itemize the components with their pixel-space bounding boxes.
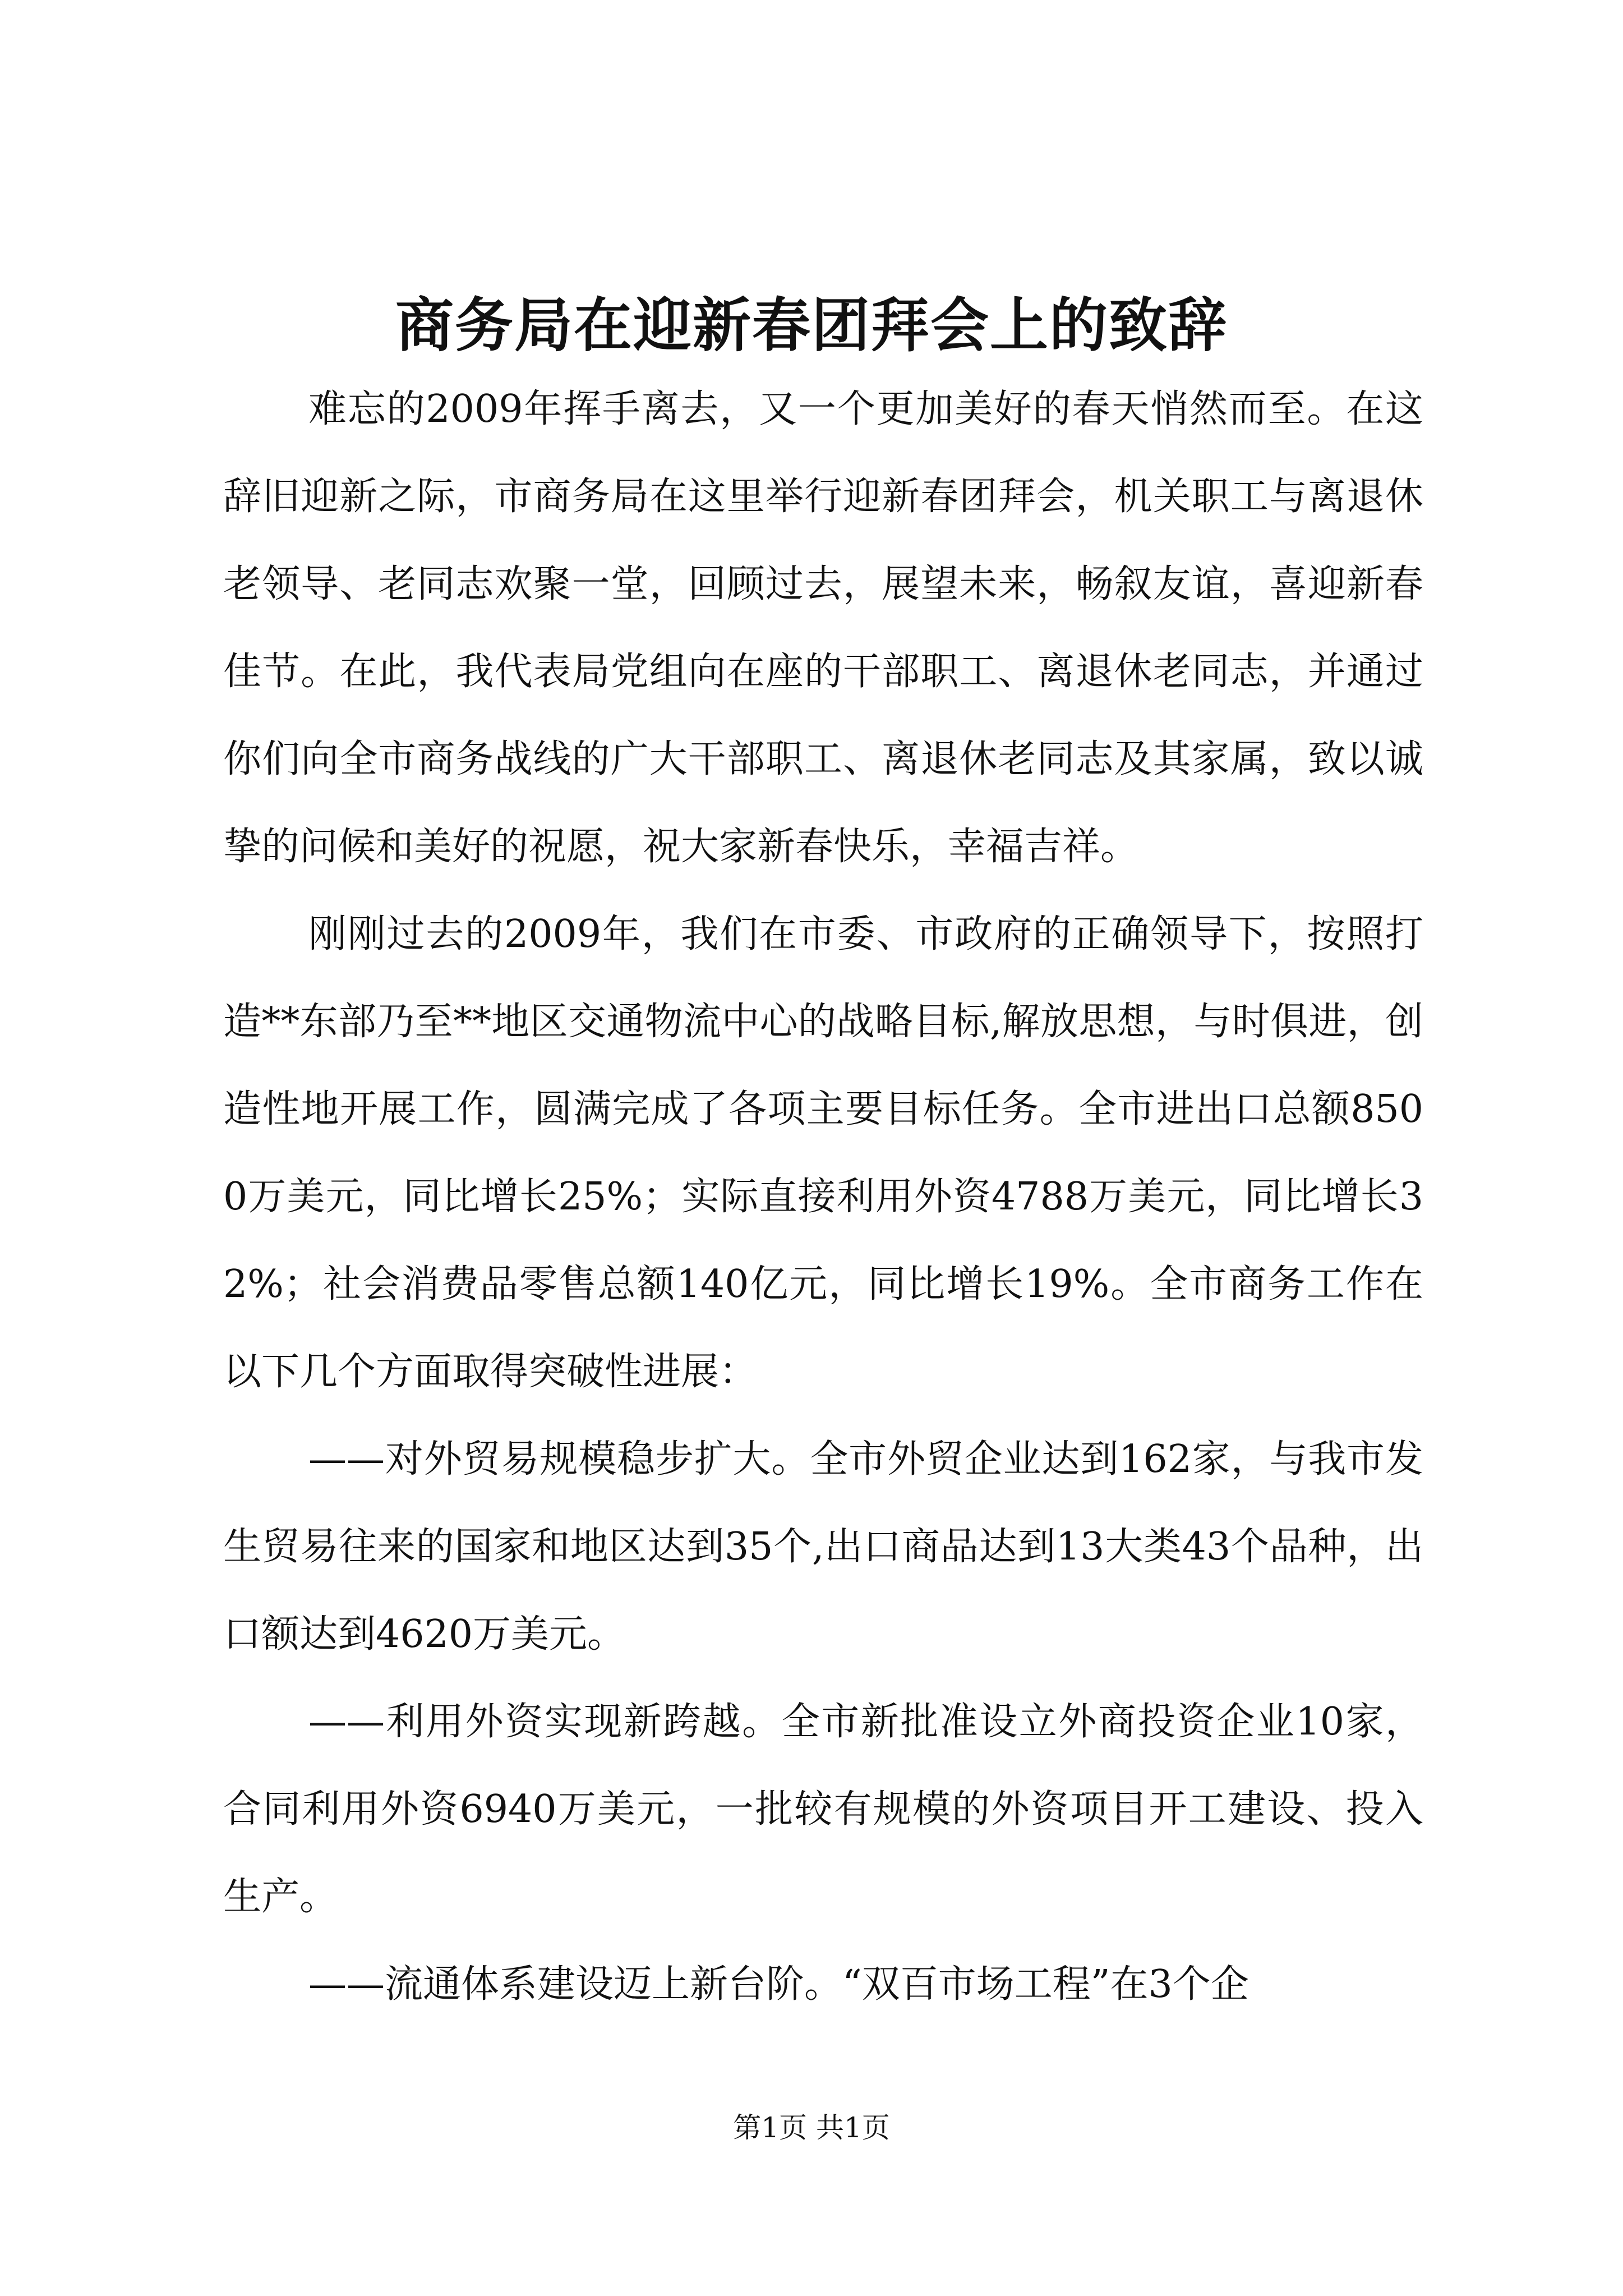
paragraph-5: ——流通体系建设迈上新台阶。“双百市场工程”在3个企	[308, 1962, 1249, 2007]
paragraph-1: 难忘的2009年挥手离去，又一个更加美好的春天悄然而至。在这辞旧迎新之际，市商务局在这里举行迎新春团拜会，机关职工与离退休老领导、老同志欢聚一堂，回顾过去，展望未来，畅叙友谊，喜迎新春佳节。在此，我代表局党组向在座的干部职工、离退休老同志，并通过你们向全市商务战线的广大干部职工、离退休老同志及其家属，致以诚挚的问候和美好的祝愿，祝大家新春快乐，幸福吉祥。	[223, 387, 1423, 869]
document-body	[223, 366, 1423, 2028]
page-footer: 第1页 共1页	[733, 2111, 890, 2144]
paragraph-3: ——对外贸易规模稳步扩大。全市外贸企业达到162家，与我市发生贸易往来的国家和地区达到35个,出口商品达到13大类43个品种，出口额达到4620万美元。	[223, 1437, 1423, 1657]
paragraph-4: ——利用外资实现新跨越。全市新批准设立外商投资企业10家，合同利用外资6940万美元，一批较有规模的外资项目开工建设、投入生产。	[223, 1700, 1423, 1919]
document-title: 商务局在迎新春团拜会上的致辞	[395, 291, 1228, 360]
paragraph-2: 刚刚过去的2009年，我们在市委、市政府的正确领导下，按照打造**东部乃至**地区交通物流中心的战略目标,解放思想，与时俱进，创造性地开展工作，圆满完成了各项主要目标任务。全市进出口总额8500万美元，同比增长25%；实际直接利用外资4788万美元，同比增长32%；社会消费品零售总额140亿元，同比增长19%。全市商务工作在以下几个方面取得突破性进展：	[223, 912, 1423, 1394]
